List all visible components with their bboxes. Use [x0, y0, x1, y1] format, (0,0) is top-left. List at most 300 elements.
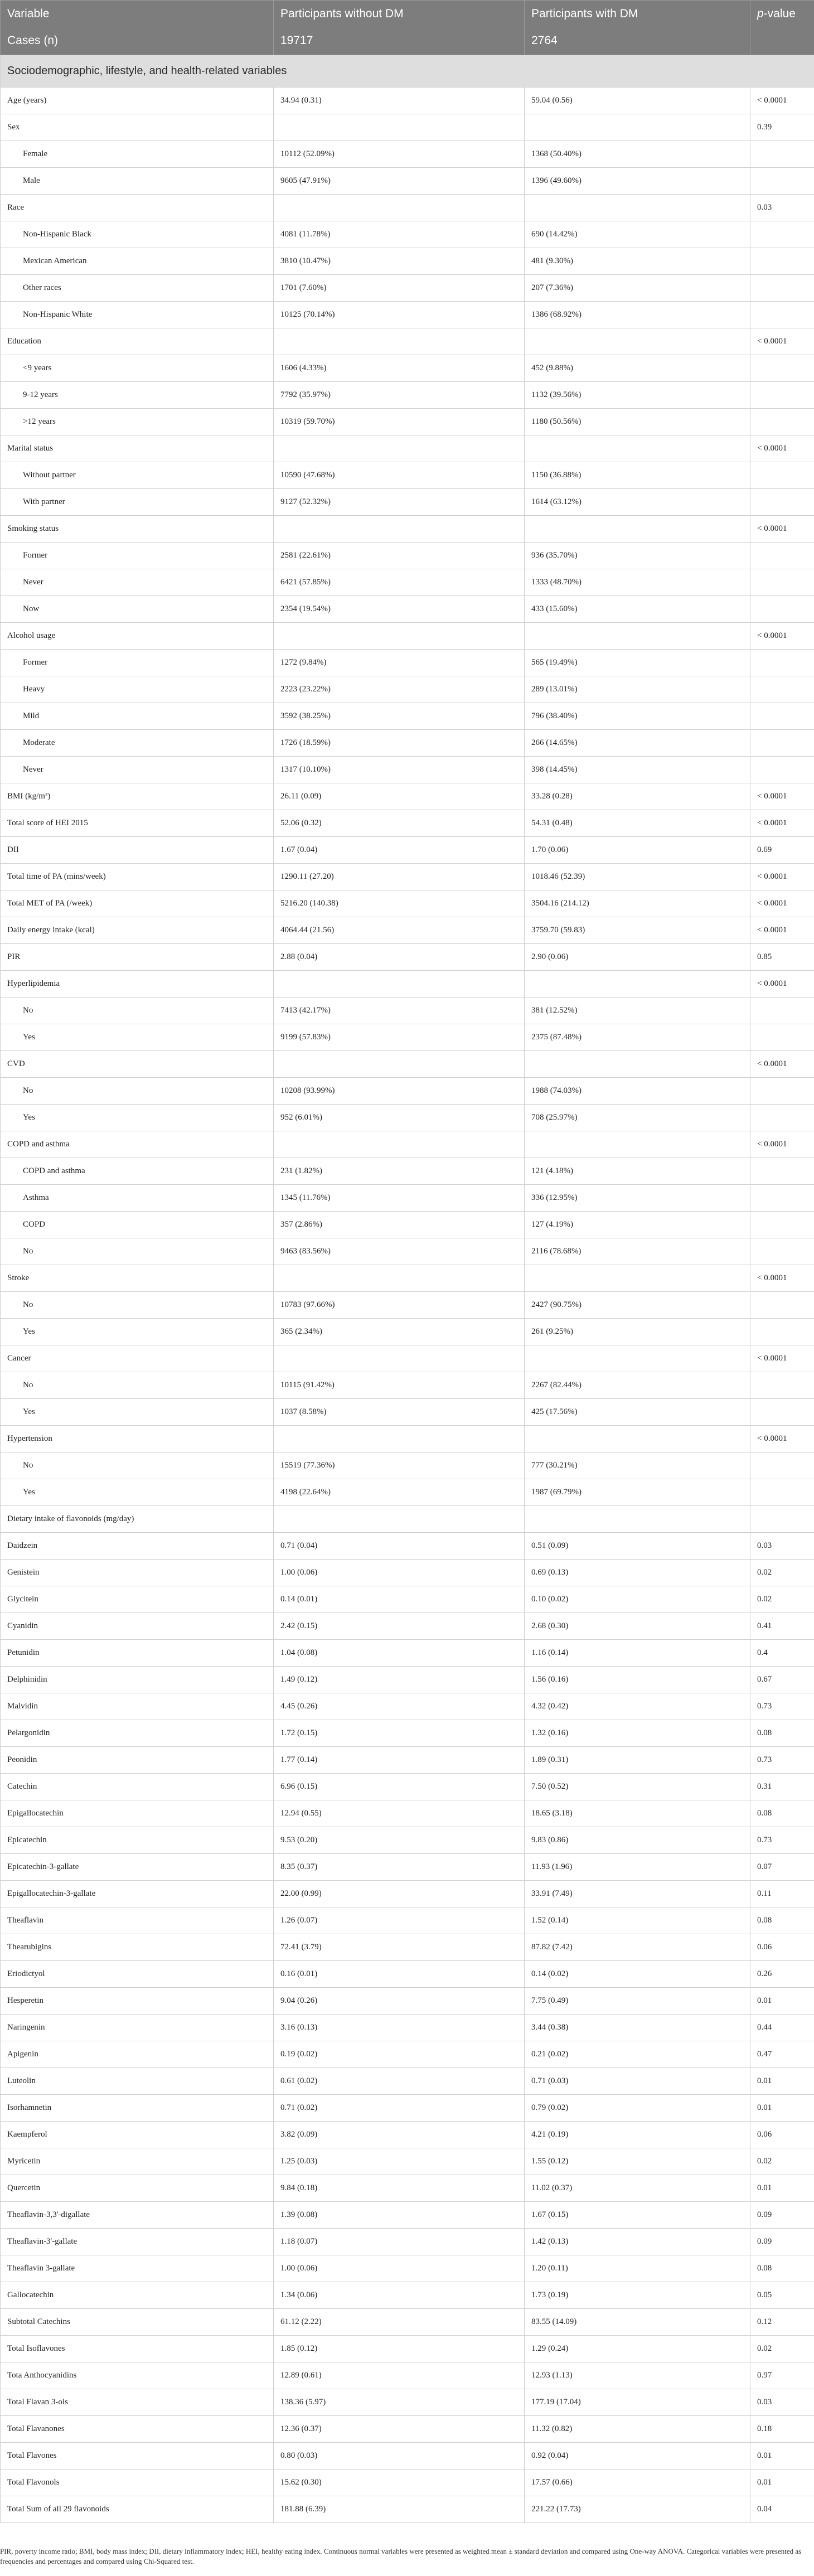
row-without-dm: 0.80 (0.03) [274, 2443, 525, 2470]
row-with-dm: 1.56 (0.16) [525, 1667, 750, 1693]
table-row [1, 1720, 814, 1747]
row-without-dm: 5216.20 (140.38) [274, 890, 525, 917]
row-p-value: 0.31 [750, 1774, 814, 1800]
row-with-dm: 565 (19.49%) [525, 650, 750, 676]
row-with-dm: 0.92 (0.04) [525, 2443, 750, 2470]
cases-row [1, 27, 814, 55]
row-label: No [1, 1292, 274, 1319]
row-with-dm: 18.65 (3.18) [525, 1800, 750, 1827]
row-without-dm: 1.00 (0.06) [274, 2255, 525, 2282]
row-without-dm: 0.71 (0.04) [274, 1533, 525, 1560]
row-label: Epicatechin-3-gallate [1, 1854, 274, 1881]
row-with-dm: 1386 (68.92%) [525, 302, 750, 328]
row-label: >12 years [1, 409, 274, 435]
table-row [1, 248, 814, 275]
row-label: Theaflavin [1, 1907, 274, 1934]
row-with-dm: 1150 (36.88%) [525, 462, 750, 489]
row-with-dm: 1987 (69.79%) [525, 1479, 750, 1506]
row-p-value: 0.97 [750, 2362, 814, 2389]
row-without-dm: 22.00 (0.99) [274, 1881, 525, 1907]
table-row [1, 890, 814, 917]
row-p-value [750, 248, 814, 275]
row-label: Theaflavin-3'-gallate [1, 2229, 274, 2255]
row-p-value: < 0.0001 [750, 328, 814, 355]
row-p-value: 0.85 [750, 944, 814, 971]
table-row [1, 2068, 814, 2095]
row-label: Peonidin [1, 1747, 274, 1774]
table-row [1, 1533, 814, 1560]
row-label: CVD [1, 1051, 274, 1078]
row-p-value: 0.01 [750, 1988, 814, 2015]
row-with-dm: 261 (9.25%) [525, 1319, 750, 1345]
row-without-dm: 72.41 (3.79) [274, 1934, 525, 1961]
row-with-dm: 33.28 (0.28) [525, 783, 750, 810]
row-p-value: 0.08 [750, 1907, 814, 1934]
table-row [1, 516, 814, 543]
row-without-dm: 181.88 (6.39) [274, 2496, 525, 2523]
table-row [1, 2336, 814, 2362]
header-variable: Variable [1, 1, 274, 27]
row-label: Total Sum of all 29 flavonoids [1, 2496, 274, 2523]
table-row [1, 2470, 814, 2496]
table-row [1, 917, 814, 944]
row-with-dm [525, 1051, 750, 1078]
row-without-dm: 1.04 (0.08) [274, 1640, 525, 1667]
row-without-dm: 357 (2.86%) [274, 1212, 525, 1238]
row-with-dm: 266 (14.65%) [525, 730, 750, 757]
row-without-dm: 1345 (11.76%) [274, 1185, 525, 1212]
row-p-value: < 0.0001 [750, 1345, 814, 1372]
row-label: Hesperetin [1, 1988, 274, 2015]
row-without-dm: 3.82 (0.09) [274, 2122, 525, 2148]
row-with-dm: 289 (13.01%) [525, 676, 750, 703]
row-p-value [750, 168, 814, 195]
cases-without: 19717 [274, 27, 525, 55]
row-p-value [750, 1238, 814, 1265]
row-label: Stroke [1, 1265, 274, 1292]
row-p-value: 0.06 [750, 1934, 814, 1961]
row-p-value [750, 489, 814, 516]
table-row [1, 2148, 814, 2175]
row-p-value: 0.09 [750, 2202, 814, 2229]
table-row [1, 1426, 814, 1452]
row-without-dm: 3810 (10.47%) [274, 248, 525, 275]
row-p-value [750, 543, 814, 569]
row-p-value [750, 275, 814, 302]
row-with-dm: 1.20 (0.11) [525, 2255, 750, 2282]
row-with-dm: 690 (14.42%) [525, 221, 750, 248]
row-without-dm: 0.14 (0.01) [274, 1586, 525, 1613]
row-label: Now [1, 596, 274, 623]
table-row [1, 409, 814, 435]
table-row [1, 2229, 814, 2255]
row-p-value: < 0.0001 [750, 623, 814, 650]
row-label: Without partner [1, 462, 274, 489]
row-label: Glycitein [1, 1586, 274, 1613]
row-without-dm: 6421 (57.85%) [274, 569, 525, 596]
cases-label: Cases (n) [1, 27, 274, 55]
row-label: COPD [1, 1212, 274, 1238]
row-without-dm: 10590 (47.68%) [274, 462, 525, 489]
row-without-dm: 26.11 (0.09) [274, 783, 525, 810]
row-p-value: < 0.0001 [750, 1426, 814, 1452]
table-row [1, 1613, 814, 1640]
table-row [1, 2015, 814, 2041]
row-p-value: 0.01 [750, 2175, 814, 2202]
row-without-dm: 1272 (9.84%) [274, 650, 525, 676]
row-without-dm: 3592 (38.25%) [274, 703, 525, 730]
row-with-dm: 708 (25.97%) [525, 1105, 750, 1131]
row-label: Other races [1, 275, 274, 302]
row-p-value [750, 676, 814, 703]
row-without-dm [274, 623, 525, 650]
row-label: Yes [1, 1024, 274, 1051]
table-row [1, 1212, 814, 1238]
row-p-value [750, 302, 814, 328]
row-p-value: 0.02 [750, 2148, 814, 2175]
row-p-value: 0.01 [750, 2095, 814, 2122]
table-row [1, 543, 814, 569]
row-without-dm [274, 1345, 525, 1372]
row-label: Gallocatechin [1, 2282, 274, 2309]
row-with-dm: 11.02 (0.37) [525, 2175, 750, 2202]
table-row [1, 1827, 814, 1854]
row-label: Total MET of PA (/week) [1, 890, 274, 917]
row-without-dm: 12.36 (0.37) [274, 2416, 525, 2443]
row-with-dm: 2375 (87.48%) [525, 1024, 750, 1051]
table-row [1, 944, 814, 971]
row-with-dm: 1180 (50.56%) [525, 409, 750, 435]
row-with-dm: 1988 (74.03%) [525, 1078, 750, 1105]
row-with-dm: 0.71 (0.03) [525, 2068, 750, 2095]
row-label: Total score of HEI 2015 [1, 810, 274, 837]
row-p-value: 0.08 [750, 1800, 814, 1827]
header-row [1, 1, 814, 27]
row-p-value [750, 1372, 814, 1399]
row-without-dm: 52.06 (0.32) [274, 810, 525, 837]
row-with-dm: 1132 (39.56%) [525, 382, 750, 409]
table-row [1, 650, 814, 676]
row-without-dm: 0.61 (0.02) [274, 2068, 525, 2095]
row-label: Female [1, 141, 274, 168]
row-label: No [1, 998, 274, 1024]
table-row [1, 1479, 814, 1506]
row-p-value: 0.39 [750, 114, 814, 141]
row-without-dm: 4064.44 (21.56) [274, 917, 525, 944]
table-row [1, 1185, 814, 1212]
row-with-dm: 336 (12.95%) [525, 1185, 750, 1212]
table-row [1, 195, 814, 221]
table-row [1, 2416, 814, 2443]
row-without-dm: 138.36 (5.97) [274, 2389, 525, 2416]
row-p-value [750, 1399, 814, 1426]
row-with-dm: 2427 (90.75%) [525, 1292, 750, 1319]
row-with-dm [525, 971, 750, 998]
row-p-value: 0.02 [750, 1586, 814, 1613]
row-p-value: 0.02 [750, 2336, 814, 2362]
row-label: Genistein [1, 1560, 274, 1586]
row-without-dm: 2223 (23.22%) [274, 676, 525, 703]
table-row [1, 1854, 814, 1881]
row-p-value: 0.44 [750, 2015, 814, 2041]
row-without-dm: 1317 (10.10%) [274, 757, 525, 783]
row-without-dm [274, 328, 525, 355]
row-without-dm [274, 1051, 525, 1078]
row-label: COPD and asthma [1, 1131, 274, 1158]
row-label: No [1, 1452, 274, 1479]
row-p-value: 0.12 [750, 2309, 814, 2336]
row-without-dm: 1.67 (0.04) [274, 837, 525, 864]
row-without-dm [274, 516, 525, 543]
section-row [1, 55, 814, 88]
row-with-dm [525, 195, 750, 221]
row-p-value: 0.01 [750, 2470, 814, 2496]
row-without-dm: 1290.11 (27.20) [274, 864, 525, 890]
row-without-dm: 1.77 (0.14) [274, 1747, 525, 1774]
row-label: Total Flavones [1, 2443, 274, 2470]
row-p-value [750, 462, 814, 489]
row-p-value: 0.4 [750, 1640, 814, 1667]
row-label: Cancer [1, 1345, 274, 1372]
row-without-dm: 1.26 (0.07) [274, 1907, 525, 1934]
row-without-dm: 9199 (57.83%) [274, 1024, 525, 1051]
row-with-dm [525, 623, 750, 650]
row-without-dm: 12.94 (0.55) [274, 1800, 525, 1827]
row-without-dm: 9605 (47.91%) [274, 168, 525, 195]
row-with-dm: 11.32 (0.82) [525, 2416, 750, 2443]
row-without-dm: 2.42 (0.15) [274, 1613, 525, 1640]
row-p-value [750, 1319, 814, 1345]
table-row [1, 302, 814, 328]
row-label: Thearubigins [1, 1934, 274, 1961]
row-without-dm: 61.12 (2.22) [274, 2309, 525, 2336]
row-p-value: < 0.0001 [750, 516, 814, 543]
row-p-value [750, 703, 814, 730]
row-label: Dietary intake of flavonoids (mg/day) [1, 1506, 274, 1533]
header-p-value [750, 1, 814, 27]
row-with-dm: 127 (4.19%) [525, 1212, 750, 1238]
row-label: No [1, 1238, 274, 1265]
row-with-dm: 0.10 (0.02) [525, 1586, 750, 1613]
row-without-dm: 9127 (52.32%) [274, 489, 525, 516]
row-label: Catechin [1, 1774, 274, 1800]
table-row [1, 864, 814, 890]
table-row [1, 1238, 814, 1265]
row-label: Theaflavin 3-gallate [1, 2255, 274, 2282]
row-with-dm: 1.29 (0.24) [525, 2336, 750, 2362]
row-p-value [750, 730, 814, 757]
table-row [1, 2389, 814, 2416]
table-row [1, 1640, 814, 1667]
row-p-value [750, 1506, 814, 1533]
row-without-dm: 1606 (4.33%) [274, 355, 525, 382]
row-label: Former [1, 650, 274, 676]
row-label: Heavy [1, 676, 274, 703]
table-row [1, 462, 814, 489]
row-p-value: 0.09 [750, 2229, 814, 2255]
table-row [1, 435, 814, 462]
row-label: Subtotal Catechins [1, 2309, 274, 2336]
row-without-dm: 10125 (70.14%) [274, 302, 525, 328]
row-p-value: 0.41 [750, 1613, 814, 1640]
cases-p [750, 27, 814, 55]
row-label: Yes [1, 1399, 274, 1426]
table-row [1, 1907, 814, 1934]
table-row [1, 2122, 814, 2148]
table-row [1, 221, 814, 248]
row-with-dm: 121 (4.18%) [525, 1158, 750, 1185]
row-with-dm [525, 1131, 750, 1158]
table-row [1, 2309, 814, 2336]
row-without-dm [274, 1265, 525, 1292]
row-p-value [750, 1024, 814, 1051]
row-with-dm: 1.32 (0.16) [525, 1720, 750, 1747]
row-without-dm [274, 971, 525, 998]
row-with-dm: 1368 (50.40%) [525, 141, 750, 168]
row-without-dm: 1726 (18.59%) [274, 730, 525, 757]
row-label: Eriodictyol [1, 1961, 274, 1988]
table-row [1, 1934, 814, 1961]
row-without-dm: 6.96 (0.15) [274, 1774, 525, 1800]
row-p-value: 0.03 [750, 195, 814, 221]
row-without-dm: 9463 (83.56%) [274, 1238, 525, 1265]
table-row [1, 783, 814, 810]
row-p-value: 0.04 [750, 2496, 814, 2523]
row-without-dm: 4.45 (0.26) [274, 1693, 525, 1720]
table-row [1, 998, 814, 1024]
row-p-value [750, 221, 814, 248]
table-row [1, 114, 814, 141]
row-without-dm: 3.16 (0.13) [274, 2015, 525, 2041]
table-row [1, 1292, 814, 1319]
row-label: Never [1, 569, 274, 596]
row-with-dm: 1.42 (0.13) [525, 2229, 750, 2255]
cases-with: 2764 [525, 27, 750, 55]
row-without-dm: 2581 (22.61%) [274, 543, 525, 569]
row-without-dm: 1.72 (0.15) [274, 1720, 525, 1747]
row-label: Epigallocatechin [1, 1800, 274, 1827]
row-with-dm: 83.55 (14.09) [525, 2309, 750, 2336]
row-with-dm: 433 (15.60%) [525, 596, 750, 623]
row-with-dm [525, 435, 750, 462]
row-p-value: 0.01 [750, 2068, 814, 2095]
row-p-value: 0.11 [750, 1881, 814, 1907]
row-p-value: < 0.0001 [750, 1265, 814, 1292]
row-with-dm [525, 328, 750, 355]
row-without-dm: 231 (1.82%) [274, 1158, 525, 1185]
row-label: Kaempferol [1, 2122, 274, 2148]
row-without-dm: 2.88 (0.04) [274, 944, 525, 971]
row-with-dm: 207 (7.36%) [525, 275, 750, 302]
row-with-dm: 11.93 (1.96) [525, 1854, 750, 1881]
table-row [1, 623, 814, 650]
row-with-dm: 9.83 (0.86) [525, 1827, 750, 1854]
table-row [1, 676, 814, 703]
row-with-dm [525, 516, 750, 543]
row-p-value [750, 1452, 814, 1479]
row-label: Never [1, 757, 274, 783]
row-p-value [750, 569, 814, 596]
row-with-dm: 2.68 (0.30) [525, 1613, 750, 1640]
table-row [1, 1078, 814, 1105]
row-label: Age (years) [1, 88, 274, 114]
row-without-dm: 952 (6.01%) [274, 1105, 525, 1131]
row-with-dm: 381 (12.52%) [525, 998, 750, 1024]
row-with-dm: 2116 (78.68%) [525, 1238, 750, 1265]
header-with-dm: Participants with DM [525, 1, 750, 27]
table-row [1, 141, 814, 168]
row-label: Daily energy intake (kcal) [1, 917, 274, 944]
row-with-dm: 1.55 (0.12) [525, 2148, 750, 2175]
row-with-dm: 1018.46 (52.39) [525, 864, 750, 890]
row-label: Sex [1, 114, 274, 141]
table-row [1, 1693, 814, 1720]
row-with-dm: 1.67 (0.15) [525, 2202, 750, 2229]
row-label: Mexican American [1, 248, 274, 275]
row-with-dm [525, 1345, 750, 1372]
row-p-value [750, 1212, 814, 1238]
row-label: Epicatechin [1, 1827, 274, 1854]
table-row [1, 1586, 814, 1613]
row-without-dm: 10112 (52.09%) [274, 141, 525, 168]
table-row [1, 275, 814, 302]
row-with-dm: 0.69 (0.13) [525, 1560, 750, 1586]
row-p-value: < 0.0001 [750, 435, 814, 462]
row-without-dm: 1.34 (0.06) [274, 2282, 525, 2309]
row-with-dm [525, 114, 750, 141]
row-with-dm [525, 1426, 750, 1452]
row-label: Marital status [1, 435, 274, 462]
row-label: Naringenin [1, 2015, 274, 2041]
table-row [1, 1051, 814, 1078]
row-p-value: 0.03 [750, 1533, 814, 1560]
row-without-dm [274, 1426, 525, 1452]
header-p-italic: p [757, 7, 764, 20]
row-label: Total time of PA (mins/week) [1, 864, 274, 890]
row-without-dm: 10783 (97.66%) [274, 1292, 525, 1319]
row-label: No [1, 1078, 274, 1105]
row-label: COPD and asthma [1, 1158, 274, 1185]
row-without-dm: 15519 (77.36%) [274, 1452, 525, 1479]
row-label: 9-12 years [1, 382, 274, 409]
row-without-dm: 0.71 (0.02) [274, 2095, 525, 2122]
row-label: Total Flavonols [1, 2470, 274, 2496]
row-with-dm [525, 1506, 750, 1533]
table-row [1, 1399, 814, 1426]
row-with-dm: 177.19 (17.04) [525, 2389, 750, 2416]
table-row [1, 2041, 814, 2068]
row-with-dm: 12.93 (1.13) [525, 2362, 750, 2389]
row-without-dm: 9.84 (0.18) [274, 2175, 525, 2202]
row-with-dm: 87.82 (7.42) [525, 1934, 750, 1961]
row-label: Moderate [1, 730, 274, 757]
table-row [1, 730, 814, 757]
row-p-value: 0.07 [750, 1854, 814, 1881]
row-without-dm: 10115 (91.42%) [274, 1372, 525, 1399]
table-row [1, 1667, 814, 1693]
row-label: <9 years [1, 355, 274, 382]
table-row [1, 355, 814, 382]
row-label: Theaflavin-3,3'-digallate [1, 2202, 274, 2229]
row-with-dm: 1333 (48.70%) [525, 569, 750, 596]
row-with-dm: 425 (17.56%) [525, 1399, 750, 1426]
row-without-dm: 7792 (35.97%) [274, 382, 525, 409]
row-without-dm: 10319 (59.70%) [274, 409, 525, 435]
row-with-dm: 3759.70 (59.83) [525, 917, 750, 944]
row-p-value: 0.67 [750, 1667, 814, 1693]
table-row [1, 328, 814, 355]
row-without-dm: 12.89 (0.61) [274, 2362, 525, 2389]
